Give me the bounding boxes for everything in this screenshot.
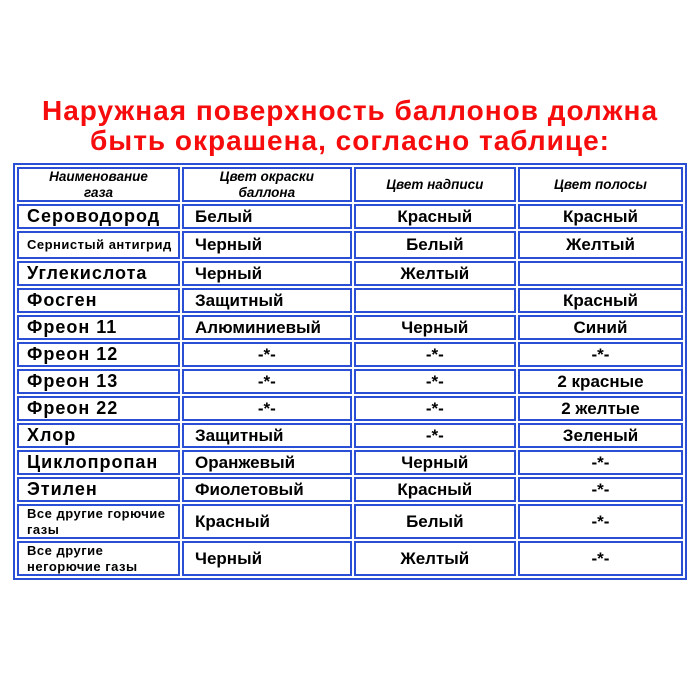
table-row (17, 423, 683, 448)
stripe-color-cell: Красный (518, 204, 683, 229)
gas-name-cell: Хлор (17, 423, 180, 448)
inscription-color-cell: Черный (354, 315, 516, 340)
paint-color-cell: Защитный (182, 288, 352, 313)
header-inscription-color: Цвет надписи (354, 167, 516, 202)
stripe-color-cell (518, 261, 683, 286)
header-gas-name: Наименование газа (17, 167, 180, 202)
gas-name-cell: Сернистый антигрид (17, 231, 180, 259)
stripe-color-cell: 2 красные (518, 369, 683, 394)
paint-color-cell: Оранжевый (182, 450, 352, 475)
page-title (0, 96, 700, 156)
table-row (17, 261, 683, 286)
table-row (17, 342, 683, 367)
table-header-row (17, 167, 683, 202)
table-row (17, 315, 683, 340)
inscription-color-cell: Белый (354, 231, 516, 259)
paint-color-cell: Защитный (182, 423, 352, 448)
gas-name-cell: Все другие негорючие газы (17, 541, 180, 576)
table-row (17, 288, 683, 313)
paint-color-cell: -*- (182, 396, 352, 421)
table-row (17, 504, 683, 539)
stripe-color-cell: -*- (518, 450, 683, 475)
table-row (17, 450, 683, 475)
gas-name-cell: Этилен (17, 477, 180, 502)
paint-color-cell: Красный (182, 504, 352, 539)
gas-name-cell: Фреон 13 (17, 369, 180, 394)
stripe-color-cell: -*- (518, 541, 683, 576)
gas-name-cell: Циклопропан (17, 450, 180, 475)
gas-name-cell: Все другие горючие газы (17, 504, 180, 539)
table-row (17, 231, 683, 259)
paint-color-cell: Фиолетовый (182, 477, 352, 502)
table-row (17, 204, 683, 229)
table-row (17, 396, 683, 421)
title-line-1: Наружная поверхность баллонов должна (41, 95, 659, 126)
inscription-color-cell: Желтый (354, 261, 516, 286)
inscription-color-cell: Красный (354, 477, 516, 502)
stripe-color-cell: 2 желтые (518, 396, 683, 421)
table-row (17, 541, 683, 576)
header-paint-color: Цвет окраски баллона (182, 167, 352, 202)
document-page (0, 96, 700, 700)
inscription-color-cell: Желтый (354, 541, 516, 576)
inscription-color-cell: -*- (354, 423, 516, 448)
stripe-color-cell: Желтый (518, 231, 683, 259)
stripe-color-cell: -*- (518, 477, 683, 502)
gas-name-cell: Углекислота (17, 261, 180, 286)
gas-name-cell: Фосген (17, 288, 180, 313)
gas-name-cell: Фреон 12 (17, 342, 180, 367)
inscription-color-cell (354, 288, 516, 313)
inscription-color-cell: Красный (354, 204, 516, 229)
stripe-color-cell: Синий (518, 315, 683, 340)
table-row (17, 369, 683, 394)
gas-name-cell: Фреон 22 (17, 396, 180, 421)
gas-name-cell: Сероводород (17, 204, 180, 229)
title-line-2: быть окрашена, согласно таблице: (89, 125, 611, 156)
gas-name-cell: Фреон 11 (17, 315, 180, 340)
inscription-color-cell: Белый (354, 504, 516, 539)
paint-color-cell: Черный (182, 261, 352, 286)
inscription-color-cell: -*- (354, 369, 516, 394)
table-row (17, 477, 683, 502)
inscription-color-cell: -*- (354, 396, 516, 421)
paint-color-cell: -*- (182, 369, 352, 394)
paint-color-cell: Черный (182, 231, 352, 259)
stripe-color-cell: Зеленый (518, 423, 683, 448)
paint-color-cell: Черный (182, 541, 352, 576)
stripe-color-cell: -*- (518, 342, 683, 367)
paint-color-cell: Алюминиевый (182, 315, 352, 340)
inscription-color-cell: Черный (354, 450, 516, 475)
inscription-color-cell: -*- (354, 342, 516, 367)
cylinder-colors-table (13, 163, 687, 580)
paint-color-cell: -*- (182, 342, 352, 367)
header-stripe-color: Цвет полосы (518, 167, 683, 202)
stripe-color-cell: Красный (518, 288, 683, 313)
stripe-color-cell: -*- (518, 504, 683, 539)
paint-color-cell: Белый (182, 204, 352, 229)
